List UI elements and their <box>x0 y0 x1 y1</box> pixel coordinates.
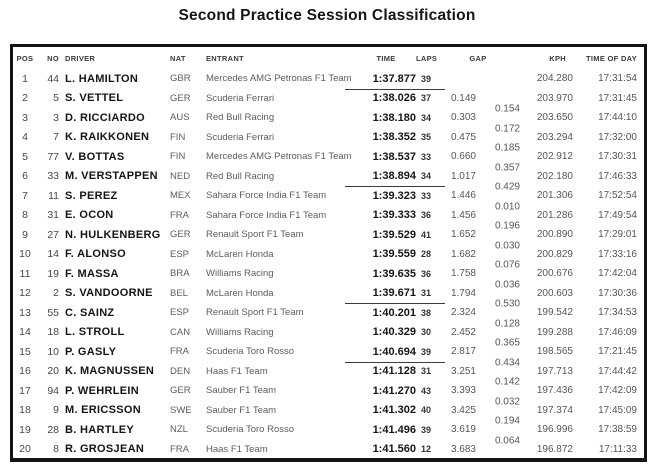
interval-value: 0.429 <box>494 181 520 193</box>
car-number-cell: 44 <box>47 72 59 85</box>
interval-value: 0.010 <box>494 201 520 213</box>
lap-time-cell: 1:39.323 <box>372 189 416 202</box>
car-number-cell: 20 <box>47 365 59 378</box>
entrant-cell: Red Bull Racing <box>206 112 275 124</box>
driver-name-cell: K. MAGNUSSEN <box>65 365 155 378</box>
header-kph: KPH <box>549 53 566 63</box>
interval-value: 0.064 <box>494 435 520 447</box>
driver-name-cell: R. GROSJEAN <box>65 443 145 456</box>
table-row <box>13 303 644 330</box>
gap-cell: 0.660 <box>450 151 476 163</box>
pos-cell: 1 <box>22 72 28 85</box>
table-row <box>13 89 644 115</box>
time-of-day-cell: 17:33:16 <box>598 248 637 260</box>
nationality-cell: BRA <box>170 268 190 280</box>
table-row <box>13 206 644 232</box>
lap-time-cell: 1:38.894 <box>372 170 416 183</box>
table-row <box>13 420 644 447</box>
table-row <box>13 186 644 213</box>
entrant-cell: Sauber F1 Team <box>206 404 277 416</box>
laps-cell: 34 <box>420 112 431 123</box>
pos-cell: 18 <box>19 404 31 417</box>
gap-cell: 2.817 <box>450 346 476 358</box>
laps-cell: 39 <box>420 346 431 357</box>
car-number-cell: 5 <box>53 92 59 105</box>
laps-cell: 36 <box>420 210 431 221</box>
car-number-cell: 9 <box>53 404 59 417</box>
table-row <box>13 323 644 349</box>
driver-name-cell: S. PEREZ <box>65 189 118 202</box>
lap-time-cell: 1:39.671 <box>372 287 416 300</box>
table-row <box>13 440 644 460</box>
car-number-cell: 77 <box>47 150 59 163</box>
interval-value: 0.196 <box>494 220 520 232</box>
entrant-cell: Williams Racing <box>206 268 274 280</box>
driver-name-cell: S. VANDOORNE <box>65 287 153 300</box>
nationality-cell: ESP <box>170 307 190 319</box>
driver-name-cell: C. SAINZ <box>65 306 115 319</box>
entrant-cell: Scuderia Ferrari <box>206 131 275 143</box>
interval-value: 0.172 <box>494 123 520 135</box>
laps-cell: 33 <box>420 190 431 201</box>
interval-value: 0.128 <box>494 318 520 330</box>
nationality-cell: GER <box>170 229 191 241</box>
kph-cell: 203.650 <box>536 112 573 124</box>
pos-cell: 6 <box>22 170 28 183</box>
car-number-cell: 8 <box>53 443 59 456</box>
gap-cell: 3.683 <box>450 443 476 455</box>
kph-cell: 200.829 <box>536 248 573 260</box>
nationality-cell: GBR <box>170 73 191 85</box>
laps-cell: 35 <box>420 132 431 143</box>
car-number-cell: 27 <box>47 228 59 241</box>
lap-time-cell: 1:39.529 <box>372 228 416 241</box>
classification-table <box>10 44 647 462</box>
nationality-cell: NED <box>170 170 191 182</box>
header-nat: NAT <box>170 53 186 63</box>
time-of-day-cell: 17:44:10 <box>598 112 637 124</box>
entrant-cell: Sauber F1 Team <box>206 385 277 397</box>
interval-value: 0.365 <box>494 337 520 349</box>
driver-name-cell: N. HULKENBERG <box>65 228 161 241</box>
lap-time-cell: 1:38.026 <box>372 92 416 105</box>
kph-cell: 200.603 <box>536 287 573 299</box>
entrant-cell: Renault Sport F1 Team <box>206 307 304 319</box>
time-of-day-cell: 17:46:33 <box>598 170 637 182</box>
interval-value: 0.154 <box>494 103 520 115</box>
nationality-cell: AUS <box>170 112 190 124</box>
gap-cell: 3.425 <box>450 404 476 416</box>
laps-cell: 12 <box>420 444 431 455</box>
driver-name-cell: D. RICCIARDO <box>65 111 145 124</box>
nationality-cell: FRA <box>170 346 189 358</box>
car-number-cell: 33 <box>47 170 59 183</box>
pos-cell: 13 <box>19 306 31 319</box>
car-number-cell: 28 <box>47 423 59 436</box>
lap-time-cell: 1:38.180 <box>372 111 416 124</box>
kph-cell: 202.180 <box>536 170 573 182</box>
laps-cell: 39 <box>420 424 431 435</box>
interval-cell <box>476 226 520 252</box>
lap-time-cell: 1:40.201 <box>372 306 416 319</box>
laps-cell: 31 <box>420 288 431 299</box>
entrant-cell: Scuderia Toro Rosso <box>206 424 295 436</box>
time-of-day-cell: 17:42:09 <box>598 385 637 397</box>
gap-cell: 0.475 <box>450 131 476 143</box>
car-number-cell: 11 <box>48 189 59 202</box>
car-number-cell: 31 <box>47 209 59 222</box>
car-number-cell: 19 <box>47 267 59 280</box>
driver-name-cell: K. RAIKKONEN <box>65 131 150 144</box>
interval-cell <box>476 421 520 447</box>
nationality-cell: NZL <box>170 424 188 436</box>
gap-cell: 1.446 <box>450 190 476 202</box>
interval-cell <box>476 206 520 232</box>
header-pos: POS <box>16 53 34 63</box>
kph-cell: 197.436 <box>536 385 573 397</box>
interval-cell <box>476 245 520 271</box>
driver-name-cell: F. ALONSO <box>65 248 126 261</box>
nationality-cell: BEL <box>170 287 188 299</box>
lap-time-cell: 1:39.333 <box>372 209 416 222</box>
header-entrant: ENTRANT <box>206 53 244 63</box>
kph-cell: 202.912 <box>536 151 573 163</box>
page-title: Second Practice Session Classification <box>178 7 476 24</box>
lap-time-cell: 1:40.329 <box>372 326 416 339</box>
lap-time-cell: 1:37.877 <box>372 72 416 85</box>
lap-time-cell: 1:41.496 <box>372 423 416 436</box>
kph-cell: 197.713 <box>536 365 573 377</box>
nationality-cell: CAN <box>170 326 191 338</box>
kph-cell: 198.565 <box>536 346 573 358</box>
table-row <box>13 147 644 174</box>
interval-value: 0.185 <box>494 142 520 154</box>
header-no: NO <box>47 53 59 63</box>
car-number-cell: 14 <box>47 248 59 261</box>
table-row <box>13 362 644 388</box>
driver-name-cell: P. GASLY <box>65 345 117 358</box>
kph-cell: 200.890 <box>536 229 573 241</box>
table-row <box>13 128 644 154</box>
laps-cell: 28 <box>420 249 431 260</box>
driver-name-cell: S. VETTEL <box>65 92 124 105</box>
time-of-day-cell: 17:21:45 <box>598 346 637 358</box>
pos-cell: 15 <box>19 345 31 358</box>
interval-cell <box>476 109 520 135</box>
gap-cell: 1.652 <box>450 229 476 241</box>
header-time-of-day: TIME OF DAY <box>586 53 637 63</box>
driver-name-cell: M. ERICSSON <box>65 404 142 417</box>
laps-cell: 38 <box>420 307 431 318</box>
kph-cell: 204.280 <box>536 73 573 85</box>
interval-cell <box>476 128 520 154</box>
interval-value: 0.194 <box>494 415 520 427</box>
interval-cell <box>476 382 520 408</box>
driver-name-cell: F. MASSA <box>65 267 119 280</box>
header-driver: DRIVER <box>65 53 96 63</box>
interval-cell <box>476 148 520 174</box>
pos-cell: 3 <box>22 111 28 124</box>
time-of-day-cell: 17:31:45 <box>598 92 637 104</box>
time-of-day-cell: 17:30:31 <box>598 151 637 163</box>
lap-time-cell: 1:41.270 <box>372 384 416 397</box>
driver-name-cell: V. BOTTAS <box>65 150 125 163</box>
interval-cell <box>476 187 520 213</box>
pos-cell: 17 <box>19 384 31 397</box>
lap-time-cell: 1:40.694 <box>372 345 416 358</box>
car-number-cell: 94 <box>47 384 59 397</box>
lap-time-cell: 1:38.537 <box>372 150 416 163</box>
time-of-day-cell: 17:49:54 <box>598 209 637 221</box>
time-of-day-cell: 17:31:54 <box>598 73 637 85</box>
entrant-cell: Renault Sport F1 Team <box>206 229 304 241</box>
driver-name-cell: M. VERSTAPPEN <box>65 170 158 183</box>
entrant-cell: McLaren Honda <box>206 287 274 299</box>
gap-cell: 2.452 <box>450 326 476 338</box>
kph-cell: 197.374 <box>536 404 573 416</box>
gap-cell: 1.794 <box>450 287 476 299</box>
header-laps: LAPS <box>416 53 438 63</box>
nationality-cell: ESP <box>170 248 190 260</box>
interval-value: 0.357 <box>494 162 520 174</box>
nationality-cell: FRA <box>170 443 189 455</box>
car-number-cell: 3 <box>53 111 59 124</box>
interval-cell <box>476 284 520 310</box>
time-of-day-cell: 17:32:00 <box>598 131 637 143</box>
gap-cell: 0.149 <box>450 92 476 104</box>
entrant-cell: Mercedes AMG Petronas F1 Team <box>206 151 352 163</box>
kph-cell: 199.288 <box>536 326 573 338</box>
kph-cell: 196.996 <box>536 424 573 436</box>
entrant-cell: Williams Racing <box>206 326 274 338</box>
lap-time-cell: 1:39.635 <box>372 267 416 280</box>
car-number-cell: 18 <box>47 326 59 339</box>
pos-cell: 5 <box>22 150 28 163</box>
driver-name-cell: P. WEHRLEIN <box>65 384 139 397</box>
gap-cell: 1.017 <box>450 170 476 182</box>
entrant-cell: Red Bull Racing <box>206 170 275 182</box>
interval-cell <box>476 362 520 388</box>
table-row <box>13 342 644 369</box>
interval-cell <box>476 89 520 115</box>
kph-cell: 201.306 <box>536 190 573 202</box>
time-of-day-cell: 17:42:04 <box>598 268 637 280</box>
gap-cell: 1.456 <box>450 209 476 221</box>
car-number-cell: 55 <box>47 306 59 319</box>
time-of-day-cell: 17:44:42 <box>598 365 637 377</box>
nationality-cell: FIN <box>170 131 186 143</box>
entrant-cell: Haas F1 Team <box>206 365 268 377</box>
table-row <box>13 167 644 193</box>
laps-cell: 34 <box>420 171 431 182</box>
nationality-cell: MEX <box>170 190 191 202</box>
entrant-cell: Scuderia Ferrari <box>206 92 275 104</box>
pos-cell: 10 <box>19 248 31 261</box>
driver-name-cell: L. STROLL <box>65 326 125 339</box>
kph-cell: 199.542 <box>536 307 573 319</box>
table-row <box>13 264 644 291</box>
interval-value: 0.030 <box>494 240 520 252</box>
interval-value: 0.036 <box>494 279 520 291</box>
nationality-cell: GER <box>170 92 191 104</box>
interval-cell <box>476 343 520 369</box>
nationality-cell: GER <box>170 385 191 397</box>
pos-cell: 19 <box>19 423 31 436</box>
gap-cell: 3.393 <box>450 385 476 397</box>
entrant-cell: Mercedes AMG Petronas F1 Team <box>206 73 352 85</box>
interval-value: 0.530 <box>494 298 520 310</box>
pos-cell: 11 <box>19 267 31 280</box>
nationality-cell: FRA <box>170 209 189 221</box>
nationality-cell: DEN <box>170 365 191 377</box>
laps-cell: 40 <box>420 405 431 416</box>
gap-cell: 2.324 <box>450 307 476 319</box>
pos-cell: 8 <box>22 209 28 222</box>
car-number-cell: 7 <box>53 131 59 144</box>
driver-name-cell: L. HAMILTON <box>65 72 139 85</box>
pos-cell: 16 <box>19 365 31 378</box>
gap-cell: 1.682 <box>450 248 476 260</box>
kph-cell: 203.970 <box>536 92 573 104</box>
pos-cell: 14 <box>19 326 31 339</box>
header-gap: GAP <box>469 53 487 63</box>
entrant-cell: Haas F1 Team <box>206 443 268 455</box>
pos-cell: 2 <box>22 92 28 105</box>
time-of-day-cell: 17:34:53 <box>598 307 637 319</box>
kph-cell: 201.286 <box>536 209 573 221</box>
pos-cell: 20 <box>19 443 31 456</box>
table-body <box>13 69 644 459</box>
gap-cell: 3.619 <box>450 424 476 436</box>
kph-cell: 200.676 <box>536 268 573 280</box>
laps-cell: 33 <box>420 151 431 162</box>
lap-time-cell: 1:41.560 <box>372 443 416 456</box>
gap-cell: 3.251 <box>450 365 476 377</box>
header-time: TIME <box>376 53 396 63</box>
pos-cell: 7 <box>22 189 28 202</box>
driver-name-cell: E. OCON <box>65 209 114 222</box>
driver-name-cell: B. HARTLEY <box>65 423 134 436</box>
table-row <box>13 225 644 252</box>
lap-time-cell: 1:41.302 <box>372 404 416 417</box>
pos-cell: 9 <box>22 228 28 241</box>
lap-time-cell: 1:39.559 <box>372 248 416 261</box>
laps-cell: 43 <box>420 385 431 396</box>
entrant-cell: McLaren Honda <box>206 248 274 260</box>
interval-cell <box>476 323 520 349</box>
interval-cell <box>476 167 520 193</box>
laps-cell: 39 <box>420 73 431 84</box>
pos-cell: 4 <box>22 131 28 144</box>
gap-cell: 1.758 <box>450 268 476 280</box>
pos-cell: 12 <box>19 287 31 300</box>
time-of-day-cell: 17:11:33 <box>598 443 637 455</box>
lap-time-cell: 1:41.128 <box>372 365 416 378</box>
interval-value: 0.032 <box>494 396 520 408</box>
laps-cell: 30 <box>420 327 431 338</box>
laps-cell: 37 <box>420 93 431 104</box>
gap-cell: 0.303 <box>450 112 476 124</box>
table-header-row <box>13 47 644 69</box>
time-of-day-cell: 17:45:09 <box>598 404 637 416</box>
car-number-cell: 2 <box>53 287 59 300</box>
time-of-day-cell: 17:52:54 <box>598 190 637 202</box>
car-number-cell: 10 <box>47 345 59 358</box>
entrant-cell: Sahara Force India F1 Team <box>206 190 327 202</box>
lap-time-cell: 1:38.352 <box>372 131 416 144</box>
kph-cell: 196.872 <box>536 443 573 455</box>
laps-cell: 36 <box>420 268 431 279</box>
interval-cell <box>476 265 520 291</box>
nationality-cell: SWE <box>170 404 192 416</box>
table-row <box>13 108 644 135</box>
table-row <box>13 381 644 408</box>
time-of-day-cell: 17:46:09 <box>598 326 637 338</box>
interval-value: 0.434 <box>494 357 520 369</box>
table-row <box>13 245 644 271</box>
interval-cell <box>476 304 520 330</box>
time-of-day-cell: 17:29:01 <box>598 229 637 241</box>
interval-value: 0.076 <box>494 259 520 271</box>
time-of-day-cell: 17:30:36 <box>598 287 637 299</box>
laps-cell: 41 <box>420 229 431 240</box>
table-row <box>13 401 644 427</box>
entrant-cell: Scuderia Toro Rosso <box>206 346 295 358</box>
entrant-cell: Sahara Force India F1 Team <box>206 209 327 221</box>
kph-cell: 203.294 <box>536 131 573 143</box>
table-row <box>13 69 644 89</box>
time-of-day-cell: 17:38:59 <box>598 424 637 436</box>
interval-cell <box>476 401 520 427</box>
laps-cell: 31 <box>420 366 431 377</box>
interval-value: 0.142 <box>494 376 520 388</box>
nationality-cell: FIN <box>170 151 186 163</box>
table-row <box>13 284 644 310</box>
